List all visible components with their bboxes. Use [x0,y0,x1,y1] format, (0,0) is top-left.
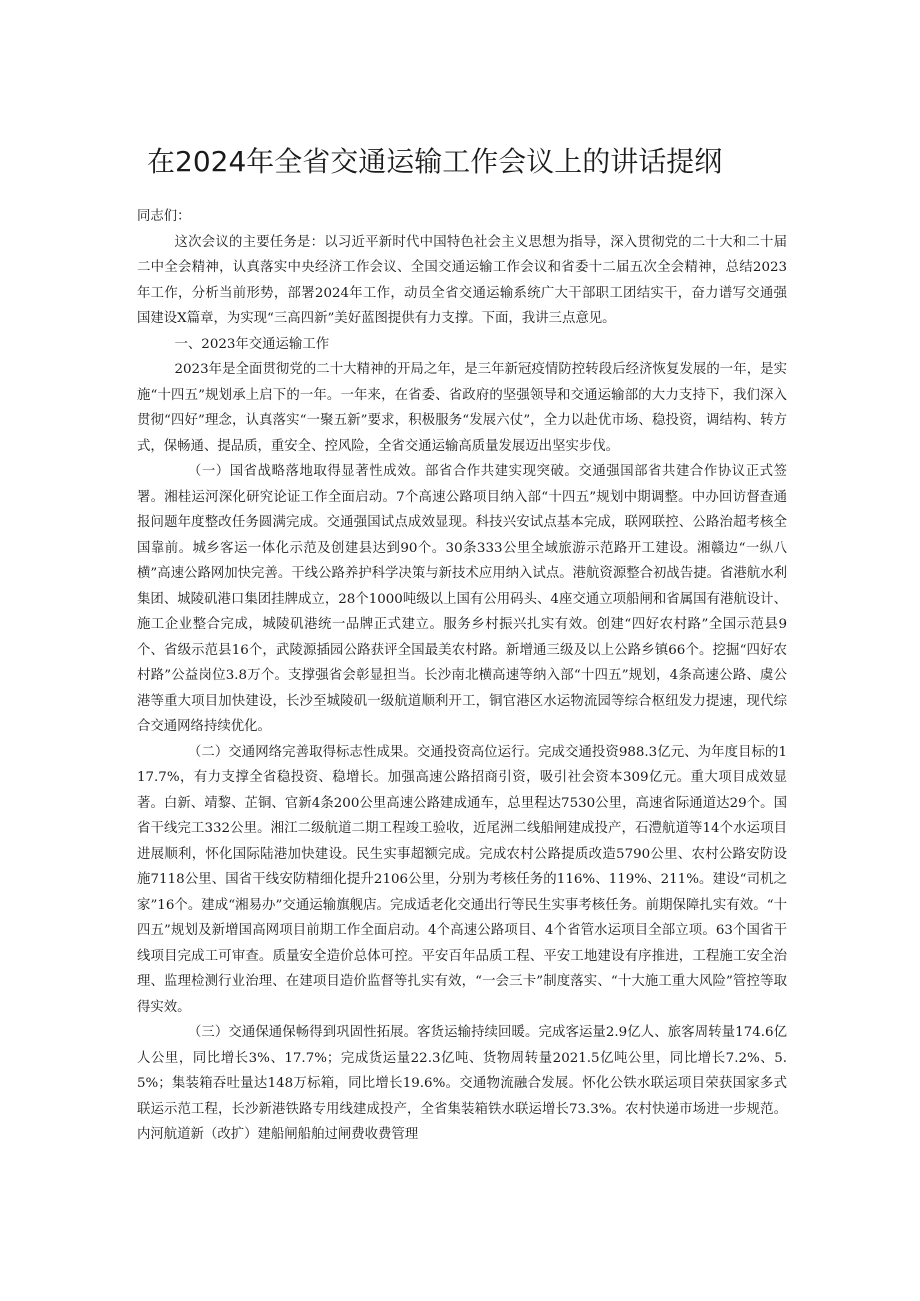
document-title: 在2024年全省交通运输工作会议上的讲话提纲 [147,145,723,178]
document-text [137,204,787,1148]
paragraph-strategy: （一）国省战略落地取得显著性成效。部省合作共建实现突破。交通强国部省共建合作协议正式签署。湘桂运河深化研究论证工作全面启动。7个高速公路项目纳入部“十四五”规划中期调整。中办回访督查通报问题年度整改任务圆满完成。交通强国试点成效显现。科技兴安试点基本完成，联网联控、公路治超考核全国靠前。城乡客运一体化示范及创建县达到90个。30条333公里全域旅游示范路开工建设。湘赣边“一纵八横”高速公路网加快完善。干线公路养护科学决策与新技术应用纳入试点。港航资源整合初战告捷。省港航水利集团、城陵矶港口集团挂牌成立，28个1000吨级以上国有公用码头、4座交通立项船闸和省属国有港航设计、施工企业整合完成，城陵矶港统一品牌正式建立。服务乡村振兴扎实有效。创建“四好农村路”全国示范县9个、省级示范县16个，武陵源插园公路获评全国最美农村路。新增通三级及以上公路乡镇66个。挖掘“四好农村路”公益岗位3.8万个。支撑强省会彰显担当。长沙南北横高速等纳入部“十四五”规划，4条高速公路、虞公港等重大项目加快建设，长沙至城陵矶一级航道顺利开工，铜官港区水运物流园等综合枢纽发力提速，现代综合交通网络持续优化。 [137,464,787,734]
section-heading-1: 一、2023年交通运输工作 [174,336,330,352]
paragraph-network: （二）交通网络完善取得标志性成果。交通投资高位运行。完成交通投资988.3亿元、为年度目标的117.7%，有力支撑全省稳投资、稳增长。加强高速公路招商引资，吸引社会资本309亿元。重大项目成效显著。白新、靖黎、芷铜、官新4条200公里高速公路建成通车，总里程达7530公里，高速省际通道达29个。国省干线完工332公里。湘江二级航道二期工程竣工验收，近尾洲二线船闸建成投产，石澧航道等14个水运项目进展顺利，怀化国际陆港加快建设。民生实事超额完成。完成农村公路提质改造5790公里、农村公路安防设施7118公里、国省干线安防精细化提升2106公里，分别为考核任务的116%、119%、211%。建设“司机之家”16个。建成“湘易办”交通运输旗舰店。完成适老化交通出行等民生实事考核任务。前期保障扎实有效。“十四五”规划及新增国高网项目前期工作全面启动。4个高速公路项目、4个省管水运项目全部立项。63个国省干线项目完成工可审查。质量安全造价总体可控。平安百年品质工程、平安工地建设有序推进，工程施工安全治理、监理检测行业治理、在建项目造价监督等扎实有效，“一会三卡”制度落实、“十大施工重大风险”管控等取得实效。 [137,744,787,1015]
paragraph-overview: 2023年是全面贯彻党的二十大精神的开局之年，是三年新冠疫情防控转段后经济恢复发展的一年，是实施“十四五”规划承上启下的一年。一年来，在省委、省政府的坚强领导和交通运输部的大力支持下，我们深入贯彻“四好”理念，认真落实“一聚五新”要求，积极服务“发展六仗”，全力以赴优市场、稳投资，调结构、转方式，保畅通、提品质，重安全、控风险，全省交通运输高质量发展迈出坚实步伐。 [137,362,787,454]
paragraph-transport: （三）交通保通保畅得到巩固性拓展。客货运输持续回暖。完成客运量2.9亿人、旅客周转量174.6亿人公里，同比增长3%、17.7%；完成货运量22.3亿吨、货物周转量2021.5亿吨公里，同比增长7.2%、5.5%；集装箱吞吐量达148万标箱，同比增长19.6%。交通物流融合发展。怀化公铁水联运项目荣获国家多式联运示范工程，长沙新港铁路专用线建成投产，全省集装箱铁水联运增长73.3%。农村快递市场进一步规范。内河航道新（改扩）建船闸船舶过闸费收费管理 [137,1025,787,1142]
salutation: 同志们： [137,209,191,224]
document-body [137,140,787,1148]
paragraph-intro: 这次会议的主要任务是：以习近平新时代中国特色社会主义思想为指导，深入贯彻党的二十大和二十届二中全会精神，认真落实中央经济工作会议、全国交通运输工作会议和省委十二届五次全会精神，总结2023年工作，分析当前形势，部署2024年工作，动员全省交通运输系统广大干部职工团结实干，奋力谱写交通强国建设X篇章，为实现“三高四新”美好蓝图提供有力支撑。下面，我讲三点意见。 [137,234,787,326]
